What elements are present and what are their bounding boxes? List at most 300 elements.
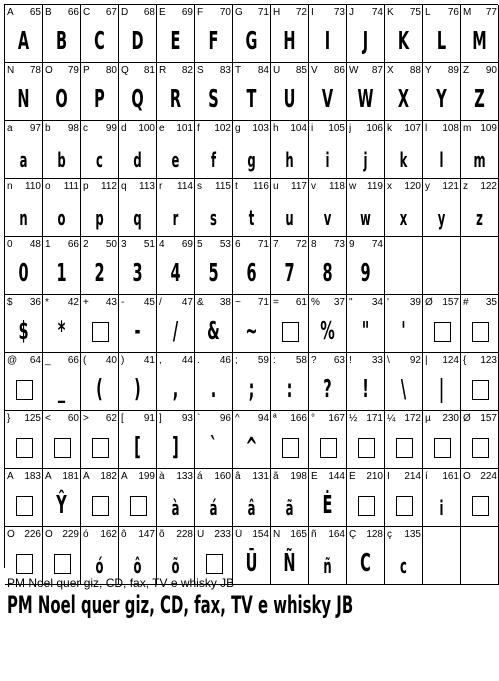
sample-text-large: PM Noel quer giz, CD, fax, TV e whisky JB (7, 591, 354, 619)
cell-char: R (159, 65, 167, 76)
glyph-preview: k (399, 148, 408, 172)
cell-code: 230 (442, 413, 459, 424)
cell-char: ] (159, 413, 162, 424)
empty-cell (461, 237, 499, 295)
cell-code: 92 (409, 355, 421, 366)
cell-label (349, 123, 383, 135)
glyph-preview: N (17, 84, 30, 113)
cell-char: Õ (45, 529, 53, 540)
cell-label (83, 239, 117, 251)
cell-char: Ø (463, 413, 471, 424)
cell-code: 182 (100, 471, 117, 482)
cell-label (121, 413, 155, 425)
glyph-preview: ñ (323, 554, 332, 578)
cell-code: 93 (181, 413, 193, 424)
cell-code: 128 (366, 529, 383, 540)
cell-label (235, 7, 269, 19)
glyph-cell (461, 295, 499, 353)
cell-code: 166 (290, 413, 307, 424)
cell-label (45, 413, 79, 425)
cell-label (121, 471, 155, 483)
glyph-preview: K (397, 26, 410, 55)
cell-char: Í (387, 471, 390, 482)
glyph-preview: y (437, 206, 446, 230)
cell-code: 157 (442, 297, 459, 308)
glyph-cell (43, 237, 81, 295)
missing-glyph-box (54, 438, 71, 458)
cell-label (7, 65, 41, 77)
glyph-cell (233, 411, 271, 469)
cell-code: 66 (67, 7, 79, 18)
glyph-preview: E (170, 26, 181, 55)
glyph-preview: \ (400, 374, 407, 403)
cell-code: 125 (24, 413, 41, 424)
cell-code: 33 (371, 355, 383, 366)
cell-char: , (159, 355, 162, 366)
cell-char: - (121, 297, 125, 308)
glyph-preview: ( (96, 374, 103, 403)
glyph-preview: r (172, 206, 179, 230)
cell-label (7, 529, 41, 541)
cell-code: 115 (215, 181, 231, 192)
glyph-preview: 9 (360, 258, 371, 287)
cell-char: " (349, 297, 353, 308)
glyph-preview: 3 (132, 258, 143, 287)
cell-char: 0 (7, 239, 13, 250)
cell-code: 98 (67, 123, 79, 134)
glyph-cell (233, 295, 271, 353)
glyph-preview: p (95, 206, 104, 230)
cell-code: 171 (366, 413, 383, 424)
cell-code: 77 (485, 7, 497, 18)
cell-char: µ (425, 413, 431, 424)
glyph-preview: b (57, 148, 66, 172)
cell-label (463, 297, 497, 309)
cell-code: 229 (62, 529, 79, 540)
cell-code: 65 (29, 7, 41, 18)
cell-code: 58 (295, 355, 307, 366)
cell-label (159, 239, 193, 251)
glyph-cell (157, 5, 195, 63)
missing-glyph-box (434, 322, 451, 342)
glyph-preview: | (438, 374, 445, 403)
glyph-cell (347, 5, 385, 63)
cell-char: v (311, 181, 316, 192)
glyph-cell (119, 237, 157, 295)
cell-label (387, 471, 421, 483)
cell-label (387, 529, 421, 541)
cell-code: 73 (333, 239, 345, 250)
glyph-preview: W (357, 84, 374, 113)
cell-char: A (7, 7, 14, 18)
cell-char: ) (121, 355, 125, 366)
cell-char: 5 (197, 239, 203, 250)
cell-label (7, 413, 41, 425)
glyph-cell (309, 469, 347, 527)
cell-char: Ü (235, 529, 243, 540)
glyph-cell (423, 5, 461, 63)
glyph-cell (157, 63, 195, 121)
glyph-preview: _ (57, 374, 66, 403)
cell-code: 109 (480, 123, 497, 134)
glyph-cell (195, 353, 233, 411)
cell-label (83, 123, 117, 135)
glyph-cell (81, 469, 119, 527)
glyph-preview: [ (134, 432, 141, 461)
cell-label (349, 529, 383, 541)
cell-code: 89 (447, 65, 459, 76)
cell-label (311, 471, 345, 483)
missing-glyph-box (92, 496, 109, 516)
cell-label (197, 123, 231, 135)
glyph-cell (43, 353, 81, 411)
glyph-cell (385, 295, 423, 353)
glyph-cell (461, 353, 499, 411)
cell-char: V (311, 65, 318, 76)
cell-label (159, 65, 193, 77)
cell-char: q (121, 181, 127, 192)
glyph-cell (461, 411, 499, 469)
glyph-cell (157, 121, 195, 179)
cell-char: Ø (425, 297, 433, 308)
glyph-preview: i (325, 148, 330, 172)
cell-code: 38 (219, 297, 231, 308)
cell-char: g (235, 123, 241, 134)
glyph-cell (423, 411, 461, 469)
cell-code: 50 (105, 239, 117, 250)
cell-code: 94 (257, 413, 269, 424)
empty-cell (423, 237, 461, 295)
cell-code: 91 (143, 413, 155, 424)
glyph-preview: ^ (245, 432, 258, 461)
glyph-preview: s (210, 206, 217, 230)
missing-glyph-box (472, 380, 489, 400)
cell-code: 62 (105, 413, 117, 424)
cell-code: 161 (442, 471, 459, 482)
cell-code: 72 (295, 239, 307, 250)
glyph-preview: o (57, 206, 66, 230)
glyph-cell (309, 179, 347, 237)
glyph-preview: Ŷ (56, 490, 67, 519)
cell-label (159, 7, 193, 19)
missing-glyph-box (282, 438, 299, 458)
glyph-preview: G (245, 26, 258, 55)
cell-code: 124 (442, 355, 459, 366)
missing-glyph-box (396, 438, 413, 458)
cell-label (235, 123, 269, 135)
glyph-cell (347, 353, 385, 411)
cell-code: 154 (252, 529, 269, 540)
cell-char: f (197, 123, 200, 134)
glyph-preview: Ñ (283, 548, 296, 577)
cell-char: * (45, 297, 49, 308)
cell-code: 224 (480, 471, 497, 482)
glyph-cell (309, 5, 347, 63)
cell-label (7, 355, 41, 367)
cell-label (197, 413, 231, 425)
cell-code: 43 (105, 297, 117, 308)
missing-glyph-box (358, 496, 375, 516)
cell-code: 79 (67, 65, 79, 76)
cell-label (235, 471, 269, 483)
cell-code: 67 (105, 7, 117, 18)
cell-label (273, 529, 307, 541)
missing-glyph-box (472, 438, 489, 458)
glyph-preview: Ū (245, 548, 258, 577)
cell-char: + (83, 297, 89, 308)
cell-code: 85 (295, 65, 307, 76)
glyph-cell (119, 121, 157, 179)
glyph-cell (157, 237, 195, 295)
cell-char: À (7, 471, 14, 482)
cell-char: G (235, 7, 243, 18)
glyph-preview: ; (248, 374, 255, 403)
glyph-cell (5, 63, 43, 121)
cell-char: T (235, 65, 242, 76)
glyph-preview: h (285, 148, 294, 172)
glyph-preview: u (285, 206, 294, 230)
cell-code: 87 (371, 65, 383, 76)
cell-code: 112 (101, 181, 117, 192)
glyph-cell (423, 63, 461, 121)
glyph-preview: ? (323, 374, 332, 403)
cell-label (121, 529, 155, 541)
missing-glyph-box (16, 438, 33, 458)
glyph-cell (461, 121, 499, 179)
cell-label (159, 529, 193, 541)
cell-label (387, 123, 421, 135)
missing-glyph-box (16, 554, 33, 574)
glyph-preview: t (248, 206, 255, 230)
glyph-cell (233, 353, 271, 411)
cell-label (425, 413, 459, 425)
cell-label (83, 413, 117, 425)
cell-code: 61 (295, 297, 307, 308)
cell-code: 71 (257, 7, 269, 18)
cell-char: < (45, 413, 51, 424)
glyph-cell (119, 179, 157, 237)
cell-label (349, 413, 383, 425)
glyph-cell (233, 121, 271, 179)
glyph-cell (81, 63, 119, 121)
cell-label (83, 471, 117, 483)
glyph-cell (43, 469, 81, 527)
cell-char: ~ (235, 297, 241, 308)
glyph-preview: e (171, 148, 180, 172)
glyph-cell (43, 121, 81, 179)
cell-label (425, 181, 459, 193)
cell-code: 75 (409, 7, 421, 18)
cell-label (273, 181, 307, 193)
cell-label (349, 239, 383, 251)
glyph-cell (385, 353, 423, 411)
cell-char: = (273, 297, 279, 308)
cell-char: ? (311, 355, 317, 366)
glyph-cell (385, 469, 423, 527)
cell-code: 121 (442, 181, 459, 192)
glyph-cell (81, 411, 119, 469)
glyph-preview: z (476, 206, 483, 230)
glyph-cell (271, 179, 309, 237)
cell-label (197, 181, 231, 193)
cell-label (463, 7, 497, 19)
glyph-cell (119, 411, 157, 469)
glyph-cell (271, 237, 309, 295)
cell-label (311, 123, 345, 135)
cell-code: 36 (29, 297, 41, 308)
glyph-cell (195, 179, 233, 237)
cell-char: W (349, 65, 359, 76)
glyph-cell (309, 411, 347, 469)
cell-char: ¼ (387, 413, 396, 424)
glyph-cell (195, 121, 233, 179)
glyph-cell (233, 237, 271, 295)
cell-code: 214 (404, 471, 421, 482)
cell-label (349, 65, 383, 77)
cell-label (45, 355, 79, 367)
glyph-preview: Z (474, 84, 485, 113)
glyph-cell (347, 121, 385, 179)
cell-label (349, 181, 383, 193)
cell-label (83, 297, 117, 309)
glyph-cell (309, 237, 347, 295)
cell-char: ô (121, 529, 127, 540)
cell-char: u (273, 181, 279, 192)
cell-label (83, 181, 117, 193)
glyph-preview: C (94, 26, 105, 55)
cell-char: Â (83, 471, 90, 482)
cell-label (349, 7, 383, 19)
glyph-cell (309, 353, 347, 411)
glyph-preview: à (171, 496, 180, 520)
cell-label (463, 65, 497, 77)
glyph-cell (43, 411, 81, 469)
cell-label (387, 7, 421, 19)
cell-code: 82 (181, 65, 193, 76)
cell-code: 114 (177, 181, 193, 192)
cell-char: X (387, 65, 394, 76)
cell-code: 97 (29, 123, 41, 134)
missing-glyph-box (472, 496, 489, 516)
cell-label (425, 471, 459, 483)
cell-code: 210 (366, 471, 383, 482)
cell-code: 41 (143, 355, 155, 366)
cell-char: ã (273, 471, 279, 482)
glyph-cell (5, 411, 43, 469)
glyph-preview: l (439, 148, 444, 172)
glyph-cell (347, 411, 385, 469)
glyph-cell (233, 5, 271, 63)
cell-label (387, 181, 421, 193)
cell-label (273, 471, 307, 483)
cell-label (235, 65, 269, 77)
cell-label (273, 239, 307, 251)
glyph-preview: n (19, 206, 28, 230)
glyph-preview: Q (131, 84, 144, 113)
glyph-preview: Ė (322, 490, 333, 519)
cell-char: ó (83, 529, 89, 540)
glyph-preview: f (210, 148, 217, 172)
glyph-cell (271, 353, 309, 411)
cell-label (273, 297, 307, 309)
cell-char: K (387, 7, 394, 18)
glyph-preview: g (247, 148, 256, 172)
cell-code: 84 (257, 65, 269, 76)
cell-char: % (311, 297, 320, 308)
cell-label (7, 297, 41, 309)
cell-label (425, 123, 459, 135)
glyph-cell (81, 237, 119, 295)
cell-char: i (311, 123, 314, 134)
cell-char: Ú (197, 529, 205, 540)
cell-code: 181 (62, 471, 79, 482)
cell-char: 7 (273, 239, 279, 250)
glyph-cell (157, 295, 195, 353)
glyph-preview: M (472, 26, 487, 55)
cell-char: 1 (45, 239, 51, 250)
glyph-preview: v (323, 206, 332, 230)
cell-label (83, 65, 117, 77)
cell-code: 69 (181, 7, 193, 18)
glyph-cell (461, 63, 499, 121)
cell-code: 70 (219, 7, 231, 18)
cell-code: 64 (29, 355, 41, 366)
glyph-preview: , (172, 374, 179, 403)
cell-char: ª (273, 413, 277, 424)
cell-code: 164 (328, 529, 345, 540)
cell-char: 8 (311, 239, 317, 250)
glyph-preview: % (320, 316, 335, 345)
cell-code: 86 (333, 65, 345, 76)
cell-code: 71 (257, 239, 269, 250)
glyph-cell (43, 179, 81, 237)
glyph-cell (423, 179, 461, 237)
cell-label (235, 239, 269, 251)
glyph-cell (5, 469, 43, 527)
cell-char: x (387, 181, 392, 192)
glyph-cell (81, 295, 119, 353)
glyph-cell (309, 63, 347, 121)
glyph-preview: ' (401, 316, 406, 345)
cell-label (273, 413, 307, 425)
cell-code: 59 (257, 355, 269, 366)
glyph-preview: Y (436, 84, 447, 113)
cell-code: 160 (214, 471, 231, 482)
glyph-cell (271, 469, 309, 527)
glyph-cell (5, 179, 43, 237)
cell-label (311, 529, 345, 541)
glyph-cell (195, 63, 233, 121)
cell-code: 53 (219, 239, 231, 250)
glyph-cell (347, 179, 385, 237)
cell-char: j (349, 123, 352, 134)
glyph-preview: á (209, 496, 218, 520)
cell-label (425, 7, 459, 19)
cell-code: 101 (176, 123, 193, 134)
cell-label (425, 65, 459, 77)
glyph-cell (385, 5, 423, 63)
cell-char: # (463, 297, 469, 308)
cell-label (197, 65, 231, 77)
cell-char: 2 (83, 239, 89, 250)
cell-char: Ñ (273, 529, 281, 540)
cell-label (121, 297, 155, 309)
glyph-cell (157, 411, 195, 469)
cell-char: I (311, 7, 314, 18)
cell-code: 113 (139, 181, 155, 192)
glyph-preview: ó (95, 554, 104, 578)
cell-char: ` (197, 413, 201, 424)
